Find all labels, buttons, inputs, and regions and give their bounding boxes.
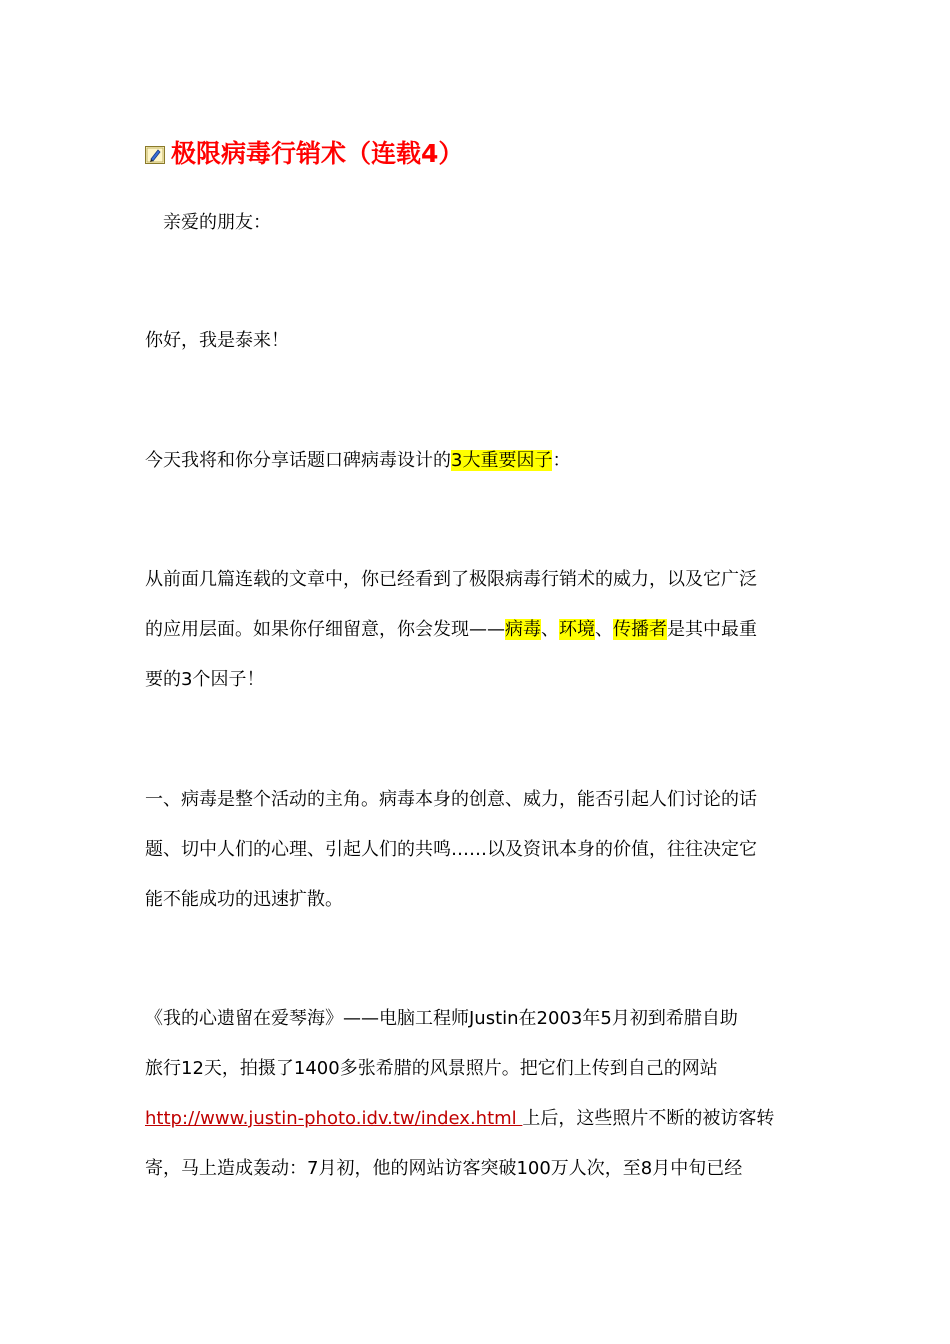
highlight-spreader: 传播者 bbox=[613, 619, 667, 640]
website-link[interactable]: http://www.justin-photo.idv.tw/index.html bbox=[145, 1108, 523, 1129]
paragraph-1-line-1: 从前面几篇连载的文章中，你已经看到了极限病毒行销术的威力，以及它广泛 bbox=[145, 569, 757, 590]
intro-colon: ： bbox=[552, 450, 571, 471]
paragraph-2 bbox=[145, 775, 810, 925]
paragraph-2-line-3: 能不能成功的迅速扩散。 bbox=[145, 889, 343, 910]
paragraph-text: 的应用层面。如果你仔细留意，你会发现—— bbox=[145, 619, 505, 640]
separator: 、 bbox=[541, 619, 559, 640]
paragraph-1-line-3: 要的3个因子！ bbox=[145, 669, 265, 690]
intro-line bbox=[145, 436, 810, 486]
paragraph-1 bbox=[145, 555, 810, 705]
highlight-text: 3大重要因子 bbox=[451, 450, 553, 471]
separator: 、 bbox=[595, 619, 613, 640]
paragraph-3-line-3 bbox=[145, 1094, 810, 1144]
paragraph-2-line-2: 题、切中人们的心理、引起人们的共鸣……以及资讯本身的价值，往往决定它 bbox=[145, 839, 757, 860]
paragraph-3-line-4: 寄，马上造成轰动：7月初，他的网站访客突破100万人次，至8月中旬已经 bbox=[145, 1158, 743, 1179]
paragraph-3-line-2: 旅行12天，拍摄了1400多张希腊的风景照片。把它们上传到自己的网站 bbox=[145, 1058, 718, 1079]
highlight-environment: 环境 bbox=[559, 619, 595, 640]
paragraph-text: 上后，这些照片不断的被访客转 bbox=[522, 1108, 775, 1129]
hello-line: 你好，我是泰来！ bbox=[145, 330, 289, 351]
paragraph-text: 是其中最重 bbox=[667, 619, 757, 640]
highlight-virus: 病毒 bbox=[505, 619, 541, 640]
paragraph-1-line-2 bbox=[145, 605, 810, 655]
paragraph-2-line-1: 一、病毒是整个活动的主角。病毒本身的创意、威力，能否引起人们讨论的话 bbox=[145, 789, 757, 810]
paragraph-3-line-1: 《我的心遗留在爱琴海》——电脑工程师Justin在2003年5月初到希腊自助 bbox=[145, 1008, 738, 1029]
paragraph-3 bbox=[145, 994, 810, 1194]
intro-text: 今天我将和你分享话题口碑病毒设计的 bbox=[145, 450, 451, 471]
title-text: 极限病毒行销术（连载4） bbox=[171, 139, 464, 168]
document-title bbox=[145, 134, 463, 170]
greeting-line: 亲爱的朋友： bbox=[163, 212, 271, 233]
document-edit-icon bbox=[145, 142, 165, 162]
